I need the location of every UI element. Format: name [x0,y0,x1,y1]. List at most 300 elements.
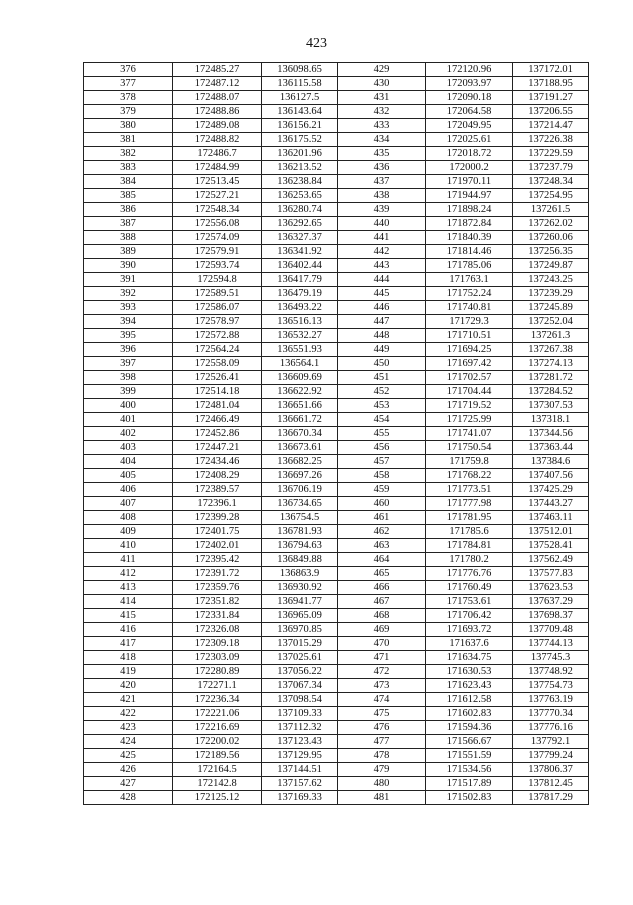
table-cell-x-coordinate: 172589.51 [173,287,262,301]
table-cell-x-coordinate: 171785.6 [426,525,513,539]
table-row [84,357,589,371]
table-cell-x-coordinate: 172359.76 [173,581,262,595]
table-cell-point-number: 392 [84,287,173,301]
table-cell-x-coordinate: 171872.84 [426,217,513,231]
table-cell-point-number: 409 [84,525,173,539]
table-cell-x-coordinate: 172396.1 [173,497,262,511]
table-row [84,259,589,273]
table-cell-point-number: 428 [84,791,173,805]
table-cell-point-number: 452 [338,385,426,399]
table-cell-y-coordinate: 137562.49 [513,553,589,567]
table-row [84,91,589,105]
table-cell-point-number: 476 [338,721,426,735]
table-cell-y-coordinate: 137262.02 [513,217,589,231]
table-cell-y-coordinate: 136849.88 [262,553,338,567]
table-cell-y-coordinate: 137284.52 [513,385,589,399]
table-cell-x-coordinate: 171944.97 [426,189,513,203]
table-cell-y-coordinate: 137363.44 [513,441,589,455]
table-cell-point-number: 472 [338,665,426,679]
table-cell-y-coordinate: 137267.38 [513,343,589,357]
table-row [84,707,589,721]
table-cell-x-coordinate: 172303.09 [173,651,262,665]
table-cell-y-coordinate: 137577.83 [513,567,589,581]
table-cell-y-coordinate: 137318.1 [513,413,589,427]
table-cell-y-coordinate: 137637.29 [513,595,589,609]
table-cell-y-coordinate: 136781.93 [262,525,338,539]
table-cell-x-coordinate: 172564.24 [173,343,262,357]
table-cell-point-number: 475 [338,707,426,721]
table-cell-point-number: 417 [84,637,173,651]
table-cell-y-coordinate: 137792.1 [513,735,589,749]
table-cell-y-coordinate: 137015.29 [262,637,338,651]
table-cell-y-coordinate: 136479.19 [262,287,338,301]
table-cell-x-coordinate: 171502.83 [426,791,513,805]
table-cell-x-coordinate: 172391.72 [173,567,262,581]
table-cell-point-number: 457 [338,455,426,469]
table-cell-point-number: 442 [338,245,426,259]
table-cell-point-number: 387 [84,217,173,231]
coordinates-table [83,62,589,805]
table-row [84,217,589,231]
table-row [84,637,589,651]
table-cell-y-coordinate: 137512.01 [513,525,589,539]
table-cell-x-coordinate: 171694.25 [426,343,513,357]
table-cell-x-coordinate: 171612.58 [426,693,513,707]
table-row [84,189,589,203]
table-cell-y-coordinate: 136493.22 [262,301,338,315]
table-cell-y-coordinate: 137067.34 [262,679,338,693]
table-cell-point-number: 421 [84,693,173,707]
table-row [84,315,589,329]
table-cell-x-coordinate: 172189.56 [173,749,262,763]
table-cell-point-number: 449 [338,343,426,357]
table-cell-x-coordinate: 171704.44 [426,385,513,399]
table-cell-point-number: 441 [338,231,426,245]
table-cell-y-coordinate: 136930.92 [262,581,338,595]
table-cell-point-number: 393 [84,301,173,315]
table-cell-y-coordinate: 137112.32 [262,721,338,735]
table-cell-y-coordinate: 136697.26 [262,469,338,483]
table-cell-point-number: 426 [84,763,173,777]
table-cell-point-number: 443 [338,259,426,273]
table-row [84,273,589,287]
table-cell-x-coordinate: 172447.21 [173,441,262,455]
table-row [84,343,589,357]
table-cell-x-coordinate: 172064.58 [426,105,513,119]
table-cell-point-number: 423 [84,721,173,735]
table-cell-point-number: 440 [338,217,426,231]
table-cell-x-coordinate: 172401.75 [173,525,262,539]
table-cell-point-number: 446 [338,301,426,315]
table-cell-y-coordinate: 137698.37 [513,609,589,623]
table-cell-x-coordinate: 171840.39 [426,231,513,245]
table-row [84,119,589,133]
table-cell-point-number: 461 [338,511,426,525]
table-cell-point-number: 408 [84,511,173,525]
table-cell-y-coordinate: 136253.65 [262,189,338,203]
table-cell-y-coordinate: 137025.61 [262,651,338,665]
table-cell-point-number: 447 [338,315,426,329]
table-row [84,427,589,441]
table-cell-x-coordinate: 171776.76 [426,567,513,581]
table-cell-x-coordinate: 172593.74 [173,259,262,273]
table-cell-y-coordinate: 137239.29 [513,287,589,301]
table-cell-x-coordinate: 171637.6 [426,637,513,651]
table-row [84,665,589,679]
table-cell-x-coordinate: 172093.97 [426,77,513,91]
table-cell-point-number: 430 [338,77,426,91]
table-cell-y-coordinate: 137274.13 [513,357,589,371]
table-cell-x-coordinate: 172236.34 [173,693,262,707]
table-cell-x-coordinate: 172125.12 [173,791,262,805]
table-cell-x-coordinate: 172389.57 [173,483,262,497]
table-cell-x-coordinate: 172408.29 [173,469,262,483]
table-cell-y-coordinate: 137307.53 [513,399,589,413]
table-cell-y-coordinate: 137191.27 [513,91,589,105]
table-cell-point-number: 465 [338,567,426,581]
table-row [84,609,589,623]
table-cell-y-coordinate: 136609.69 [262,371,338,385]
table-cell-x-coordinate: 171898.24 [426,203,513,217]
table-row [84,763,589,777]
table-cell-y-coordinate: 137748.92 [513,665,589,679]
table-cell-point-number: 448 [338,329,426,343]
table-cell-point-number: 414 [84,595,173,609]
table-cell-x-coordinate: 172548.34 [173,203,262,217]
table-cell-x-coordinate: 172514.18 [173,385,262,399]
table-row [84,77,589,91]
table-cell-point-number: 456 [338,441,426,455]
table-row [84,651,589,665]
table-row [84,525,589,539]
table-cell-point-number: 459 [338,483,426,497]
table-cell-x-coordinate: 171785.06 [426,259,513,273]
table-cell-y-coordinate: 137261.3 [513,329,589,343]
table-row [84,245,589,259]
table-cell-x-coordinate: 172481.04 [173,399,262,413]
table-cell-point-number: 415 [84,609,173,623]
table-cell-x-coordinate: 171551.59 [426,749,513,763]
table-cell-y-coordinate: 137056.22 [262,665,338,679]
table-cell-x-coordinate: 171594.36 [426,721,513,735]
table-cell-x-coordinate: 172399.28 [173,511,262,525]
table-cell-y-coordinate: 136292.65 [262,217,338,231]
table-cell-x-coordinate: 172090.18 [426,91,513,105]
table-cell-point-number: 383 [84,161,173,175]
table-row [84,105,589,119]
table-cell-x-coordinate: 171702.57 [426,371,513,385]
table-cell-y-coordinate: 136682.25 [262,455,338,469]
table-cell-x-coordinate: 172594.8 [173,273,262,287]
table-cell-point-number: 431 [338,91,426,105]
table-cell-x-coordinate: 171566.67 [426,735,513,749]
table-cell-y-coordinate: 137384.6 [513,455,589,469]
table-cell-y-coordinate: 137214.47 [513,119,589,133]
table-cell-x-coordinate: 172484.99 [173,161,262,175]
table-row [84,553,589,567]
table-cell-y-coordinate: 136754.5 [262,511,338,525]
table-row [84,581,589,595]
table-row [84,721,589,735]
table-cell-point-number: 412 [84,567,173,581]
table-cell-y-coordinate: 136532.27 [262,329,338,343]
table-cell-y-coordinate: 136156.21 [262,119,338,133]
table-cell-point-number: 445 [338,287,426,301]
table-cell-point-number: 410 [84,539,173,553]
table-cell-point-number: 453 [338,399,426,413]
table-cell-y-coordinate: 136516.13 [262,315,338,329]
table-row [84,595,589,609]
table-cell-point-number: 455 [338,427,426,441]
table-row [84,287,589,301]
table-cell-y-coordinate: 137243.25 [513,273,589,287]
table-cell-point-number: 402 [84,427,173,441]
table-cell-point-number: 435 [338,147,426,161]
table-cell-y-coordinate: 137745.3 [513,651,589,665]
table-row [84,511,589,525]
table-row [84,539,589,553]
table-cell-point-number: 390 [84,259,173,273]
table-cell-point-number: 474 [338,693,426,707]
table-cell-x-coordinate: 172488.86 [173,105,262,119]
table-cell-point-number: 411 [84,553,173,567]
table-cell-point-number: 382 [84,147,173,161]
table-row [84,329,589,343]
table-cell-point-number: 433 [338,119,426,133]
table-cell-point-number: 396 [84,343,173,357]
table-cell-y-coordinate: 137229.59 [513,147,589,161]
table-cell-x-coordinate: 172579.91 [173,245,262,259]
table-row [84,791,589,805]
table-cell-point-number: 389 [84,245,173,259]
table-cell-point-number: 427 [84,777,173,791]
table-cell-point-number: 381 [84,133,173,147]
table-cell-y-coordinate: 136970.85 [262,623,338,637]
table-cell-y-coordinate: 137812.45 [513,777,589,791]
page-number: 423 [306,36,327,51]
table-cell-x-coordinate: 172488.82 [173,133,262,147]
table-cell-y-coordinate: 136670.34 [262,427,338,441]
table-row [84,371,589,385]
table-cell-point-number: 437 [338,175,426,189]
table-cell-x-coordinate: 171706.42 [426,609,513,623]
table-cell-x-coordinate: 171781.95 [426,511,513,525]
table-cell-y-coordinate: 137169.33 [262,791,338,805]
table-cell-y-coordinate: 137281.72 [513,371,589,385]
table-cell-x-coordinate: 171759.8 [426,455,513,469]
table-cell-x-coordinate: 172488.07 [173,91,262,105]
table-cell-y-coordinate: 136201.96 [262,147,338,161]
table-cell-point-number: 413 [84,581,173,595]
table-cell-point-number: 379 [84,105,173,119]
table-cell-point-number: 388 [84,231,173,245]
table-cell-y-coordinate: 137443.27 [513,497,589,511]
table-cell-y-coordinate: 136661.72 [262,413,338,427]
table-cell-y-coordinate: 136622.92 [262,385,338,399]
table-cell-x-coordinate: 171630.53 [426,665,513,679]
table-row [84,161,589,175]
table-cell-y-coordinate: 137709.48 [513,623,589,637]
table-cell-x-coordinate: 172018.72 [426,147,513,161]
table-cell-y-coordinate: 136280.74 [262,203,338,217]
table-cell-x-coordinate: 172489.08 [173,119,262,133]
table-cell-point-number: 425 [84,749,173,763]
table-cell-point-number: 380 [84,119,173,133]
table-cell-y-coordinate: 137344.56 [513,427,589,441]
table-cell-x-coordinate: 172486.7 [173,147,262,161]
table-cell-x-coordinate: 171725.99 [426,413,513,427]
table-cell-y-coordinate: 137254.95 [513,189,589,203]
table-cell-point-number: 468 [338,609,426,623]
table-cell-x-coordinate: 171760.49 [426,581,513,595]
table-row [84,413,589,427]
table-cell-point-number: 481 [338,791,426,805]
table-row [84,777,589,791]
table-cell-x-coordinate: 172309.18 [173,637,262,651]
table-cell-y-coordinate: 136965.09 [262,609,338,623]
table-cell-y-coordinate: 137188.95 [513,77,589,91]
table-cell-point-number: 444 [338,273,426,287]
table-cell-point-number: 479 [338,763,426,777]
table-cell-x-coordinate: 171697.42 [426,357,513,371]
table-cell-x-coordinate: 172556.08 [173,217,262,231]
table-cell-x-coordinate: 172280.89 [173,665,262,679]
table-cell-x-coordinate: 171814.46 [426,245,513,259]
table-cell-point-number: 432 [338,105,426,119]
table-cell-y-coordinate: 137226.38 [513,133,589,147]
table-cell-point-number: 478 [338,749,426,763]
table-cell-x-coordinate: 172326.08 [173,623,262,637]
table-cell-y-coordinate: 137123.43 [262,735,338,749]
table-cell-point-number: 473 [338,679,426,693]
table-row [84,147,589,161]
table-cell-x-coordinate: 172200.02 [173,735,262,749]
table-cell-x-coordinate: 172271.1 [173,679,262,693]
table-cell-y-coordinate: 136098.65 [262,63,338,77]
table-cell-point-number: 397 [84,357,173,371]
table-cell-point-number: 464 [338,553,426,567]
table-cell-x-coordinate: 172578.97 [173,315,262,329]
table-row [84,399,589,413]
table-cell-y-coordinate: 136175.52 [262,133,338,147]
table-cell-point-number: 405 [84,469,173,483]
table-cell-point-number: 470 [338,637,426,651]
table-cell-x-coordinate: 172221.06 [173,707,262,721]
table-cell-y-coordinate: 137817.29 [513,791,589,805]
table-cell-x-coordinate: 171753.61 [426,595,513,609]
table-cell-y-coordinate: 137528.41 [513,539,589,553]
table-cell-y-coordinate: 137261.5 [513,203,589,217]
table-cell-point-number: 394 [84,315,173,329]
table-cell-x-coordinate: 172142.8 [173,777,262,791]
table-cell-y-coordinate: 137129.95 [262,749,338,763]
table-cell-x-coordinate: 172574.09 [173,231,262,245]
table-cell-x-coordinate: 171763.1 [426,273,513,287]
table-cell-point-number: 436 [338,161,426,175]
table-cell-point-number: 400 [84,399,173,413]
table-cell-y-coordinate: 137770.34 [513,707,589,721]
table-cell-y-coordinate: 136941.77 [262,595,338,609]
table-cell-y-coordinate: 136115.58 [262,77,338,91]
table-cell-x-coordinate: 171710.51 [426,329,513,343]
table-cell-x-coordinate: 172000.2 [426,161,513,175]
table-cell-point-number: 424 [84,735,173,749]
table-cell-point-number: 469 [338,623,426,637]
table-row [84,203,589,217]
table-row [84,693,589,707]
table-cell-y-coordinate: 136651.66 [262,399,338,413]
table-cell-point-number: 471 [338,651,426,665]
table-cell-point-number: 419 [84,665,173,679]
table-cell-point-number: 391 [84,273,173,287]
table-row [84,385,589,399]
table-row [84,455,589,469]
table-cell-y-coordinate: 137157.62 [262,777,338,791]
table-cell-y-coordinate: 136706.19 [262,483,338,497]
table-cell-point-number: 407 [84,497,173,511]
table-cell-point-number: 462 [338,525,426,539]
table-cell-y-coordinate: 137237.79 [513,161,589,175]
table-cell-point-number: 386 [84,203,173,217]
table-cell-x-coordinate: 172049.95 [426,119,513,133]
table-cell-x-coordinate: 172487.12 [173,77,262,91]
table-row [84,63,589,77]
table-cell-x-coordinate: 171773.51 [426,483,513,497]
table-cell-y-coordinate: 136143.64 [262,105,338,119]
table-cell-point-number: 480 [338,777,426,791]
table-cell-x-coordinate: 172526.41 [173,371,262,385]
table-cell-y-coordinate: 137407.56 [513,469,589,483]
table-cell-y-coordinate: 136238.84 [262,175,338,189]
table-row [84,497,589,511]
table-cell-y-coordinate: 137245.89 [513,301,589,315]
table-cell-point-number: 454 [338,413,426,427]
table-cell-y-coordinate: 137144.51 [262,763,338,777]
table-cell-point-number: 466 [338,581,426,595]
table-cell-y-coordinate: 137799.24 [513,749,589,763]
table-cell-y-coordinate: 137425.29 [513,483,589,497]
table-cell-x-coordinate: 171784.81 [426,539,513,553]
table-cell-x-coordinate: 172120.96 [426,63,513,77]
table-cell-y-coordinate: 136417.79 [262,273,338,287]
table-cell-x-coordinate: 171780.2 [426,553,513,567]
table-cell-x-coordinate: 171741.07 [426,427,513,441]
table-cell-x-coordinate: 172434.46 [173,455,262,469]
table-cell-y-coordinate: 136402.44 [262,259,338,273]
table-cell-point-number: 401 [84,413,173,427]
table-cell-point-number: 477 [338,735,426,749]
table-cell-point-number: 385 [84,189,173,203]
table-cell-point-number: 398 [84,371,173,385]
table-cell-point-number: 378 [84,91,173,105]
table-cell-x-coordinate: 172572.88 [173,329,262,343]
table-row [84,749,589,763]
table-cell-y-coordinate: 136863.9 [262,567,338,581]
table-cell-x-coordinate: 172025.61 [426,133,513,147]
table-row [84,469,589,483]
table-cell-x-coordinate: 172485.27 [173,63,262,77]
table-cell-x-coordinate: 172558.09 [173,357,262,371]
table-cell-y-coordinate: 137806.37 [513,763,589,777]
table-cell-point-number: 404 [84,455,173,469]
table-cell-y-coordinate: 137249.87 [513,259,589,273]
table-cell-x-coordinate: 171719.52 [426,399,513,413]
table-cell-x-coordinate: 172452.86 [173,427,262,441]
table-cell-point-number: 439 [338,203,426,217]
table-cell-x-coordinate: 171740.81 [426,301,513,315]
table-cell-y-coordinate: 137109.33 [262,707,338,721]
table-cell-y-coordinate: 137248.34 [513,175,589,189]
